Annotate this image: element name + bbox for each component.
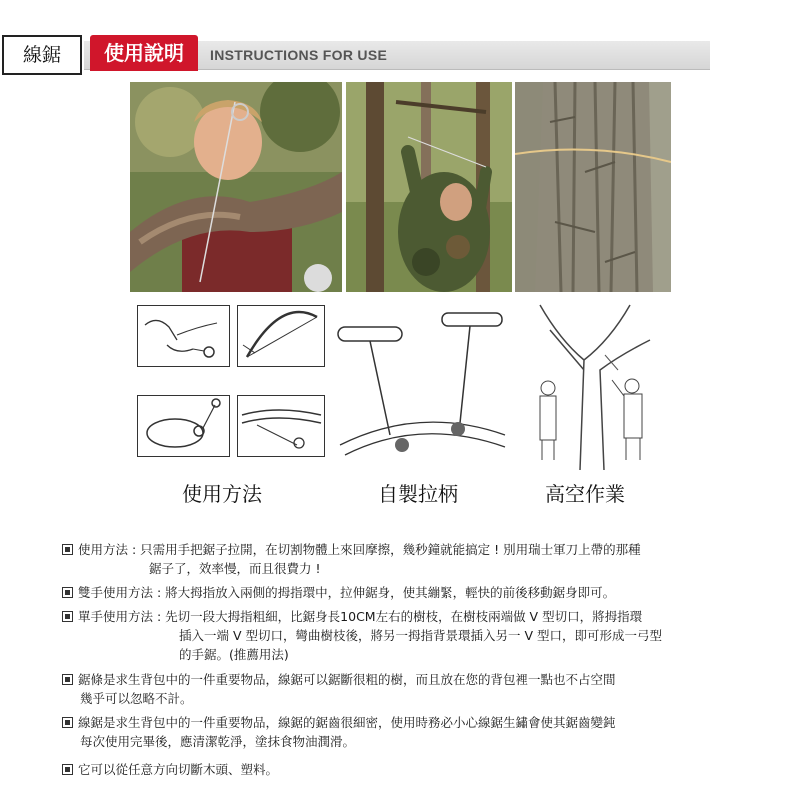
checkbox-bullet-icon (62, 717, 73, 728)
item-line: 鋸子了，效率慢，而且很費力 ! (149, 561, 321, 576)
checkbox-bullet-icon (62, 587, 73, 598)
item-line: 幾乎可以忽略不計。 (80, 691, 193, 706)
checkbox-bullet-icon (62, 544, 73, 555)
list-item (62, 713, 616, 751)
checkbox-bullet-icon (62, 611, 73, 622)
photo-soldier-sawing-overhead (346, 82, 512, 292)
item-line: 單手使用方法 : 先切一段大拇指粗細，比鋸身長10CM左右的樹枝，在樹枝兩端做 V 型切口，將拇指環 (78, 609, 643, 624)
list-item (62, 760, 278, 779)
sketch-coiled-wire-saw (137, 395, 230, 457)
item-line: 雙手使用方法 : 將大拇指放入兩側的拇指環中，拉伸鋸身，使其繃緊，輕快的前後移動鋸身即可。 (78, 585, 616, 600)
item-line: 線鋸是求生背包中的一件重要物品，線鋸的鋸齒很細密，使用時務必小心線鋸生鏽會使其鋸齒變鈍 (78, 715, 616, 730)
caption-handmade-handle: 自製拉柄 (378, 482, 458, 506)
instructions-tag: 使用說明 (90, 35, 198, 71)
sketch-sawing-branch (237, 395, 325, 457)
list-item (62, 607, 662, 664)
header (0, 35, 800, 75)
sketch-handmade-handles (330, 305, 510, 465)
sketch-bow-saw-frame (237, 305, 325, 367)
checkbox-bullet-icon (62, 764, 73, 775)
instructions-subtitle: INSTRUCTIONS FOR USE (210, 47, 388, 63)
photo-saw-on-tree-trunk (515, 82, 671, 292)
sketch-hands-pulling-saw (137, 305, 230, 367)
caption-high-altitude-work: 高空作業 (545, 482, 625, 506)
item-line: 插入一端 V 型切口，彎曲樹枝後，將另一拇指背景環插入另一 V 型口，即可形成一弓型 (179, 628, 662, 643)
item-line: 使用方法 : 只需用手把鋸子拉開，在切割物體上來回摩擦，幾秒鐘就能搞定 ! 別用瑞士軍刀上帶的那種 (78, 542, 641, 557)
item-line: 的手鋸。(推薦用法) (179, 647, 289, 662)
checkbox-bullet-icon (62, 674, 73, 685)
sketch-two-men-sawing-tree (520, 300, 670, 470)
list-item (62, 540, 641, 578)
item-line: 鋸條是求生背包中的一件重要物品，線鋸可以鋸斷很粗的樹，而且放在您的背包裡一點也不占空間 (78, 672, 616, 687)
product-name: 線鋸 (2, 35, 82, 75)
caption-usage-method: 使用方法 (182, 482, 262, 506)
item-line: 每次使用完畢後，應清潔乾淨，塗抹食物油潤滑。 (80, 734, 356, 749)
list-item (62, 583, 615, 602)
photo-boy-sawing-branch (130, 82, 342, 292)
item-line: 它可以從任意方向切斷木頭、塑料。 (78, 762, 279, 777)
list-item (62, 670, 616, 708)
